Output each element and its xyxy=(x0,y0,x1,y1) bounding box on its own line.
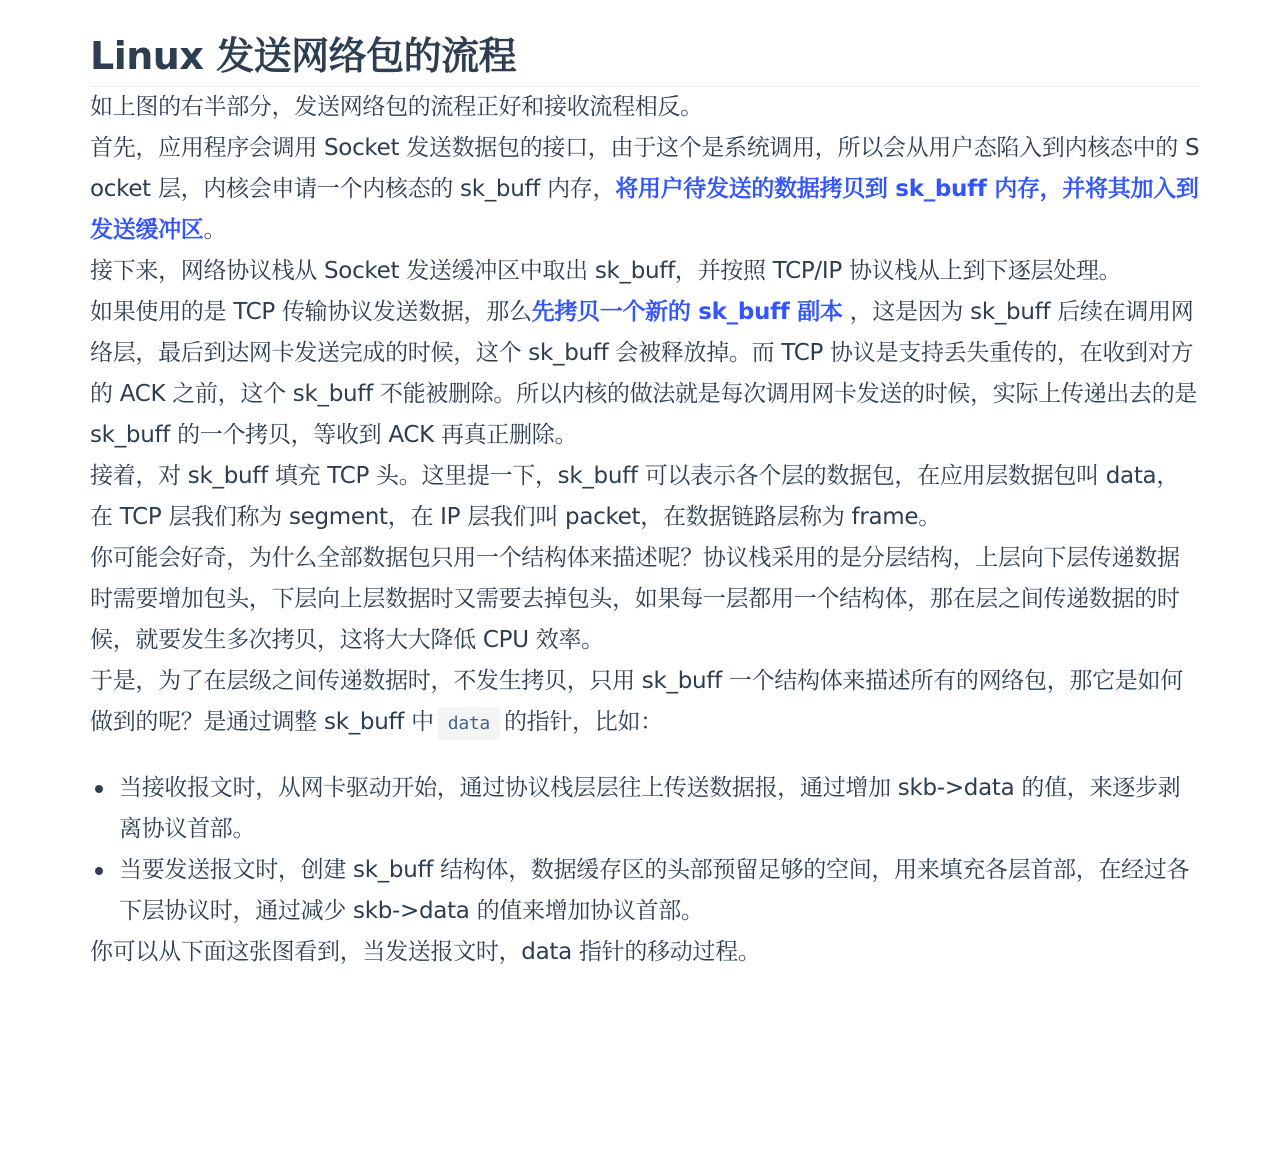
inline-code-data: data xyxy=(438,707,500,740)
page-title: Linux 发送网络包的流程 xyxy=(90,28,1200,87)
paragraph-text: ，这是因为 sk_buff 后续在调用网络层，最后到达网卡发送完成的时候，这个 sk_buff 会被释放掉。而 TCP 协议是支持丢失重传的，在收到对方的 ACK 之前，这个 sk_buff 不能被删除。所以内核的做法就是每次调用网卡发送的时候，实际上传递出去的是 sk_buff 的一个拷贝，等收到 ACK 再真正删除。 xyxy=(90,299,1198,448)
paragraph-figure-intro: 你可以从下面这张图看到，当发送报文时，data 指针的移动过程。 xyxy=(90,939,761,965)
article xyxy=(90,0,1200,973)
list-item xyxy=(90,850,1200,932)
paragraph-text: 的指针，比如： xyxy=(503,709,663,735)
emphasis-copy-to-buffer: 将用户待发送的数据拷贝到 sk_buff 内存，并将其加入到发送缓冲区 xyxy=(90,176,1199,243)
bullet-dot-icon xyxy=(95,785,103,793)
paragraph-text: 首先，应用程序会调用 Socket 发送数据包的接口，由于这个是系统调用，所以会从用户态陷入到内核态中的 Socket 层，内核会申请一个内核态的 sk_buff 内存， xyxy=(90,135,1200,202)
paragraph-data-pointer xyxy=(90,661,1200,744)
paragraph-tcp-copy xyxy=(90,292,1200,456)
list-item-text: 当接收报文时，从网卡驱动开始，通过协议栈层层往上传送数据报，通过增加 skb->data 的值，来逐步剥离协议首部。 xyxy=(119,775,1181,842)
paragraph-socket-copy xyxy=(90,128,1200,251)
paragraph-text: 如果使用的是 TCP 传输协议发送数据，那么 xyxy=(90,299,532,325)
list-item-text: 当要发送报文时，创建 sk_buff 结构体，数据缓存区的头部预留足够的空间，用来填充各层首部，在经过各下层协议时，通过减少 skb->data 的值来增加协议首部。 xyxy=(119,857,1190,924)
paragraph-intro: 如上图的右半部分，发送网络包的流程正好和接收流程相反。 xyxy=(90,94,703,120)
paragraph-text: 于是，为了在层级之间传递数据时，不发生拷贝，只用 sk_buff 一个结构体来描述所有的网络包，那它是如何做到的呢？是通过调整 sk_buff 中 xyxy=(90,668,1183,735)
paragraph-tcp-header: 接着，对 sk_buff 填充 TCP 头。这里提一下，sk_buff 可以表示各个层的数据包，在应用层数据包叫 data，在 TCP 层我们称为 segment，在 IP 层我们叫 packet，在数据链路层称为 frame。 xyxy=(90,463,1180,530)
paragraph-text: 。 xyxy=(203,217,227,243)
emphasis-skbuff-copy: 先拷贝一个新的 sk_buff 副本 xyxy=(531,299,843,325)
paragraph-protocol-stack: 接下来，网络协议栈从 Socket 发送缓冲区中取出 sk_buff，并按照 TCP/IP 协议栈从上到下逐层处理。 xyxy=(90,258,1122,284)
paragraph-why-one-struct: 你可能会好奇，为什么全部数据包只用一个结构体来描述呢？协议栈采用的是分层结构，上层向下层传递数据时需要增加包头，下层向上层数据时又需要去掉包头，如果每一层都用一个结构体，那在层之间传递数据的时候，就要发生多次拷贝，这将大大降低 CPU 效率。 xyxy=(90,545,1180,653)
bullet-dot-icon xyxy=(95,867,103,875)
list-item xyxy=(90,768,1200,850)
bullet-list xyxy=(90,768,1200,932)
